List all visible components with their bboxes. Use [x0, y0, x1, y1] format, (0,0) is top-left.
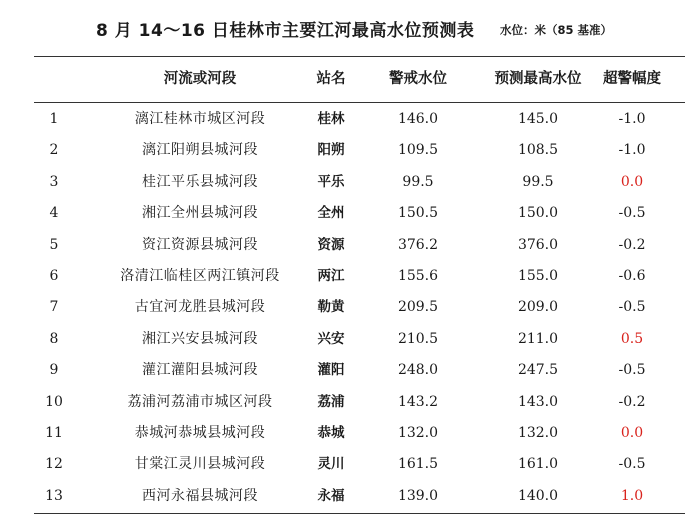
- row-index: 13: [45, 487, 63, 504]
- table-row: [34, 167, 685, 198]
- header-rule: [34, 102, 685, 103]
- table-row: [34, 387, 685, 418]
- warning-level: 109.5: [397, 142, 439, 159]
- over-warning: -0.5: [618, 299, 646, 316]
- river-section: 桂江平乐县城河段: [142, 173, 258, 190]
- row-index: 2: [49, 142, 59, 159]
- predicted-level: 99.5: [522, 173, 554, 190]
- river-section: 漓江阳朔县城河段: [142, 142, 258, 159]
- river-section: 漓江桂林市城区河段: [134, 111, 266, 127]
- top-rule: [34, 56, 685, 57]
- station-name: 荔浦: [317, 393, 345, 410]
- row-index: 4: [49, 205, 59, 222]
- table-row: [34, 449, 685, 480]
- warning-level: 161.5: [397, 456, 439, 473]
- predicted-level: 140.0: [517, 487, 559, 504]
- warning-level: 209.5: [397, 299, 439, 316]
- warning-level: 139.0: [397, 487, 439, 504]
- header-over: 超警幅度: [603, 71, 661, 87]
- river-section: 洛清江临桂区两江镇河段: [120, 268, 280, 284]
- table-row: [34, 292, 685, 323]
- station-name: 全州: [317, 205, 345, 222]
- warning-level: 99.5: [402, 173, 434, 190]
- bottom-rule: [34, 513, 685, 514]
- over-warning: -0.5: [618, 362, 646, 379]
- station-name: 永福: [317, 487, 345, 504]
- station-name: 平乐: [317, 173, 345, 190]
- river-section: 恭城河恭城县城河段: [134, 425, 266, 441]
- over-warning: -0.2: [618, 236, 646, 253]
- row-index: 7: [49, 299, 59, 316]
- predicted-level: 209.0: [517, 299, 559, 316]
- station-name: 灌阳: [317, 362, 345, 379]
- over-warning: -0.2: [618, 393, 646, 410]
- over-warning: 0.5: [620, 330, 644, 347]
- river-section: 西河永福县城河段: [142, 487, 258, 504]
- over-warning: -0.5: [618, 205, 646, 222]
- over-warning: -1.0: [618, 111, 646, 127]
- warning-level: 248.0: [397, 362, 439, 379]
- river-section: 湘江全州县城河段: [142, 205, 258, 222]
- row-index: 9: [49, 362, 59, 379]
- predicted-level: 145.0: [517, 111, 559, 127]
- warning-level: 150.5: [397, 205, 439, 222]
- over-warning: 0.0: [620, 425, 644, 441]
- predicted-level: 108.5: [517, 142, 559, 159]
- predicted-level: 143.0: [517, 393, 559, 410]
- row-index: 10: [45, 393, 63, 410]
- station-name: 两江: [317, 268, 345, 284]
- header-name: 河流或河段: [163, 71, 237, 87]
- predicted-level: 132.0: [517, 425, 559, 441]
- predicted-level: 155.0: [517, 268, 559, 284]
- warning-level: 376.2: [397, 236, 439, 253]
- station-name: 灵川: [317, 456, 345, 473]
- row-index: 1: [49, 111, 59, 127]
- row-index: 3: [49, 173, 59, 190]
- station-name: 资源: [317, 236, 345, 253]
- over-warning: 0.0: [620, 173, 644, 190]
- table-row: [34, 418, 685, 449]
- header-warning: 警戒水位: [389, 71, 447, 87]
- river-section: 湘江兴安县城河段: [142, 330, 258, 347]
- header-station: 站名: [316, 71, 346, 87]
- table-row: [34, 355, 685, 386]
- row-index: 6: [49, 268, 59, 284]
- station-name: 勒黄: [317, 299, 345, 316]
- warning-level: 146.0: [397, 111, 439, 127]
- unit-note: 水位：米（85 基准）: [500, 23, 613, 37]
- table-title: 8 月 14～16 日桂林市主要江河最高水位预测表: [96, 21, 475, 41]
- over-warning: 1.0: [620, 487, 644, 504]
- table-row: [34, 481, 685, 512]
- warning-level: 132.0: [397, 425, 439, 441]
- predicted-level: 376.0: [517, 236, 559, 253]
- table-row: [34, 324, 685, 355]
- title-row: [0, 14, 700, 44]
- river-section: 资江资源县城河段: [142, 236, 258, 253]
- table-row: [34, 230, 685, 261]
- table-row: [34, 261, 685, 292]
- warning-level: 143.2: [397, 393, 439, 410]
- table-row: [34, 135, 685, 166]
- table-row: [34, 198, 685, 229]
- river-section: 灌江灌阳县城河段: [142, 362, 258, 379]
- station-name: 恭城: [317, 425, 345, 441]
- predicted-level: 211.0: [517, 330, 559, 347]
- river-section: 甘棠江灵川县城河段: [134, 456, 266, 473]
- warning-level: 155.6: [397, 268, 439, 284]
- predicted-level: 161.0: [517, 456, 559, 473]
- over-warning: -0.6: [618, 268, 646, 284]
- header-predicted: 预测最高水位: [494, 71, 582, 87]
- predicted-level: 150.0: [517, 205, 559, 222]
- river-section: 古宜河龙胜县城河段: [134, 299, 266, 316]
- table-row: [34, 104, 685, 135]
- station-name: 兴安: [317, 330, 345, 347]
- row-index: 8: [49, 330, 59, 347]
- station-name: 阳朔: [317, 142, 345, 159]
- over-warning: -0.5: [618, 456, 646, 473]
- river-section: 荔浦河荔浦市城区河段: [127, 393, 273, 410]
- station-name: 桂林: [317, 111, 345, 127]
- row-index: 12: [45, 456, 63, 473]
- predicted-level: 247.5: [517, 362, 559, 379]
- warning-level: 210.5: [397, 330, 439, 347]
- row-index: 5: [49, 236, 59, 253]
- over-warning: -1.0: [618, 142, 646, 159]
- row-index: 11: [45, 425, 63, 441]
